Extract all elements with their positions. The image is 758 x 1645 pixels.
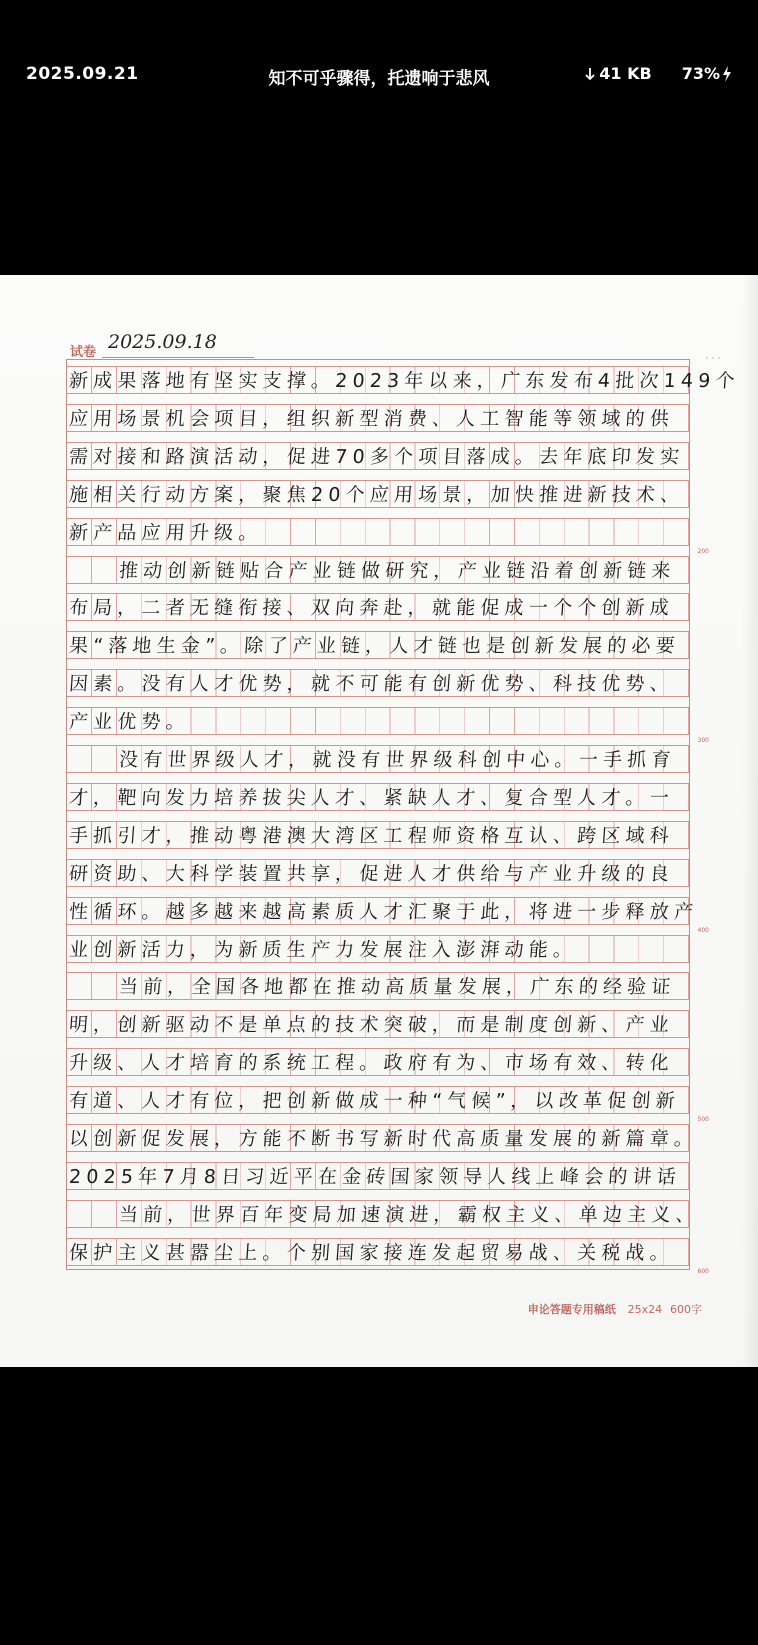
grid-row [67, 366, 741, 394]
grid-row [67, 1162, 689, 1190]
char-count-mark: 400 [697, 926, 709, 934]
grid-row [67, 821, 689, 849]
handwritten-line: 新产品应用升级。 [68, 521, 264, 544]
handwritten-line: 性循环。越多越来越高素质人才汇聚于此，将进一步释放产 [68, 900, 699, 923]
footer-brand: 申论答题专用稿纸 [527, 1303, 616, 1316]
handwritten-line: 研资助、大科学装置共享，促进人才供给与产业升级的良 [68, 862, 675, 885]
answer-grid [66, 359, 741, 1275]
grid-row [67, 897, 709, 934]
grid-row [67, 631, 689, 659]
grid-row [67, 1200, 701, 1228]
handwritten-line: 才，靶向发力培养拔尖人才、紧缺人才、复合型人才。一 [68, 786, 675, 809]
handwritten-line: 需对接和路演活动，促进70多个项目落成。去年底印发实 [68, 445, 686, 468]
handwritten-line: 没有世界级人才，就没有世界级科创中心。一手抓育 [118, 749, 677, 771]
grid-row [67, 745, 689, 773]
status-indicators [585, 64, 732, 83]
handwritten-line: 因素。没有人才优势，就不可能有创新优势、科技优势、 [68, 673, 675, 696]
handwritten-line: 手抓引才，推动粤港澳大湾区工程师资格互认、跨区域科 [68, 824, 675, 847]
char-count-mark: 200 [697, 547, 709, 555]
handwritten-line: 果“落地生金”。除了产业链，人才链也是创新发展的必要 [68, 635, 681, 658]
handwritten-line: 升级、人才培育的系统工程。政府有为、市场有效、转化 [68, 1052, 675, 1075]
paper-footer [528, 1301, 702, 1317]
battery-level: 73% [681, 64, 720, 83]
grid-row [67, 972, 689, 1000]
handwritten-line: 新成果落地有坚实支撑。2023年以来，广东发布4批次149个 [68, 370, 741, 392]
grid-row [67, 404, 689, 432]
footer-char-count: 600字 [670, 1303, 702, 1316]
grid-row [67, 783, 689, 811]
handwritten-line: 应用场景机会项目，组织新型消费、人工智能等领域的供 [68, 407, 675, 430]
handwritten-line: 产业优势。 [68, 711, 191, 734]
char-count-mark: 600 [697, 1267, 709, 1275]
grid-row [67, 707, 709, 745]
grid-row [67, 669, 689, 697]
status-bar [0, 0, 758, 160]
handwritten-line: 布局，二者无缝衔接、双向奔赴，就能促成一个个创新成 [68, 597, 675, 620]
grid-row [67, 935, 689, 963]
handwritten-line: 2025年7月8日习近平在金砖国家领导人线上峰会的讲话 [68, 1165, 682, 1188]
handwritten-line: 以创新促发展，方能不断书写新时代高质量发展的新篇章。 [68, 1128, 699, 1150]
paper-photo[interactable] [0, 275, 758, 1367]
handwritten-date: 2025.09.18 [108, 331, 217, 353]
handwritten-line: 施相关行动方案，聚焦20个应用场景，加快推进新技术、 [68, 483, 686, 506]
download-arrow-icon [585, 67, 595, 81]
charging-bolt-icon [722, 66, 732, 82]
grid-row [67, 1238, 709, 1275]
footer-grid-spec: 25x24 [627, 1303, 663, 1316]
handwritten-line: 当前，世界百年变局加速演进，霸权主义、单边主义、 [118, 1203, 701, 1226]
grid-row [67, 442, 689, 470]
grid-row [67, 859, 689, 887]
handwritten-line: 推动创新链贴合产业链做研究，产业链沿着创新链来 [118, 559, 677, 582]
grid-row [67, 556, 689, 584]
handwritten-line: 业创新活力，为新质生产力发展注入澎湃动能。 [68, 938, 578, 961]
image-title: 知不可乎骤得，托遗响于悲风 [268, 69, 490, 89]
paper-header-label: 试卷 [70, 345, 97, 360]
grid-row [67, 593, 689, 621]
status-date: 2025.09.21 [26, 64, 139, 84]
handwritten-line: 明，创新驱动不是单点的技术突破，而是制度创新、产业 [68, 1014, 675, 1037]
grid-row [67, 1086, 709, 1124]
download-speed: 41 KB [599, 64, 652, 83]
handwritten-line: 保护主义甚嚣尘上。个别国家接连发起贸易战、关税战。 [68, 1241, 675, 1264]
handwritten-line: 当前，全国各地都在推动高质量发展，广东的经验证 [118, 976, 677, 999]
char-count-mark: 300 [697, 737, 709, 745]
grid-row [67, 1124, 699, 1152]
date-underline [102, 357, 254, 358]
grid-row [67, 480, 689, 508]
grid-row [67, 1048, 689, 1076]
bleed-through-text: … [704, 343, 728, 363]
handwritten-line: 有道、人才有位，把创新做成一种“气候”，以改革促创新 [68, 1090, 681, 1113]
char-count-mark: 500 [697, 1116, 709, 1124]
grid-row [67, 518, 709, 555]
grid-row [67, 1010, 689, 1038]
